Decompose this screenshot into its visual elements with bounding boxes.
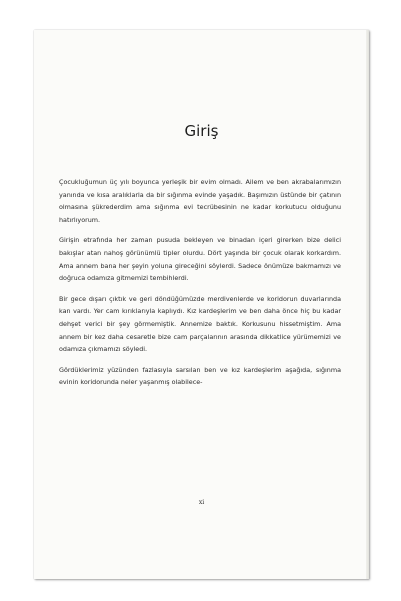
- paragraph-1: Çocukluğumun üç yılı boyunca yerleşik bir evim olmadı. Ailem ve ben akrabalarımızın yanında ve kısa aralıklarla da bir sığınma evinde yaşadık. Başımızın üstünde bir çatının olmasına şükrederdim ama sığınma evi tecrübesinin ne kadar korkutucu olduğunu hatırlıyorum.: [59, 178, 341, 224]
- paragraph-2: Girişin etrafında her zaman pusuda bekleyen ve binadan içeri girerken bize delici bakışlar atan nahoş görünümlü tipler olurdu. Dört yaşında bir çocuk olarak korkardım. Ama annem bana her şeyin yoluna gireceğini söylerdi. Sadece önümüze bakmamızı ve doğruca odamıza gitmemizi tembihlerdi.: [59, 236, 341, 283]
- chapter-body: [59, 176, 341, 397]
- book-page: [34, 30, 369, 579]
- page-edge-shadow: [366, 30, 369, 579]
- paragraph-3: Bir gece dışarı çıktık ve geri döndüğümüzde merdivenlerde ve koridorun duvarlarında kan vardı. Yer cam kırıklarıyla kaplıydı. Kız kardeşlerim ve ben daha önce hiç bu kadar dehşet verici bir şey görmemiştik. Annemize baktık. Korkusunu hissetmiştim. Ama annem bir kez daha cesaretle bize cam parçalarının arasında dikkatlice yürümemizi ve odamıza çıkmamızı söyledi.: [59, 294, 341, 354]
- page-number: xi: [198, 499, 205, 506]
- chapter-title: Giriş: [184, 122, 219, 140]
- paragraph-4: Gördüklerimiz yüzünden fazlasıyla sarsılan ben ve kız kardeşlerim aşağıda, sığınma evinin koridorunda neler yaşanmış olabilece-: [59, 365, 341, 387]
